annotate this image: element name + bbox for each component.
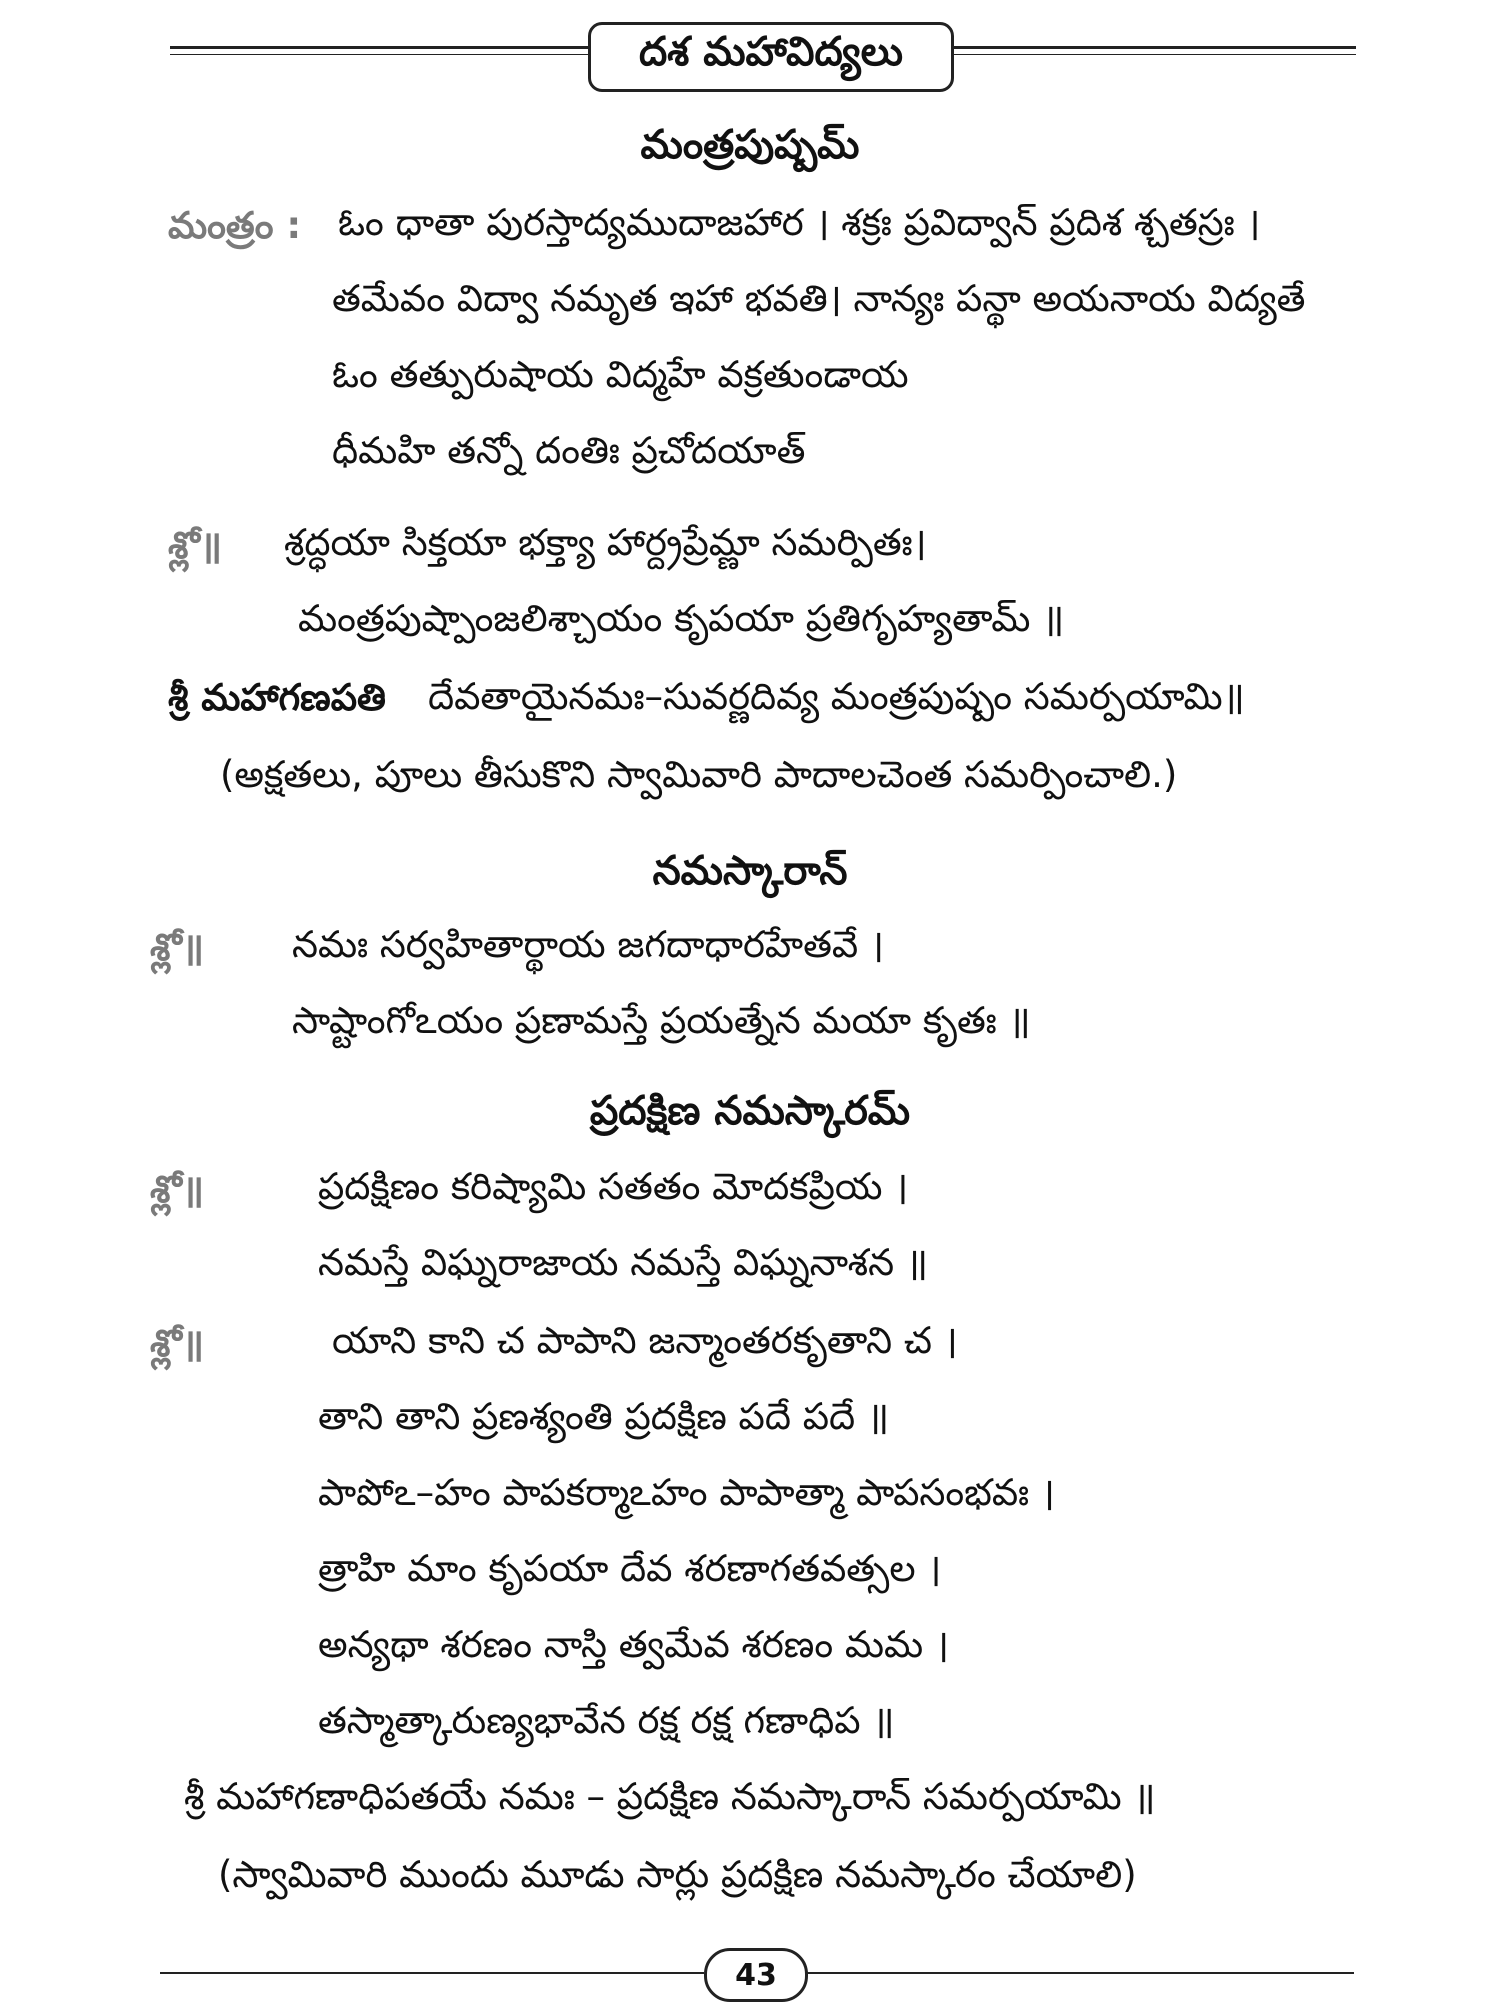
pradakshina-offering: శ్రీ మహాగణాధిపతయే నమః – ప్రదక్షిణ నమస్కారాన్ సమర్పయామి ॥ bbox=[184, 1775, 1156, 1818]
offering-prefix: శ్రీ మహాగణపతి bbox=[168, 676, 386, 719]
header-rule-left-thin bbox=[170, 54, 588, 55]
header-rule-left bbox=[170, 46, 588, 49]
shloka-label-3: శ్లో॥ bbox=[150, 1168, 205, 1211]
footer-rule-right bbox=[802, 1972, 1354, 1974]
pradakshina-shloka-2-line-3: పాపోఽ–హం పాపకర్మాఽహం పాపాత్మా పాపసంభవః । bbox=[318, 1471, 1055, 1514]
mantra-line-3: ఓం తత్పురుషాయ విద్మహే వక్రతుండాయ bbox=[332, 353, 909, 396]
shloka-1-line-1: శ్రద్ధయా సిక్తయా భక్త్యా హార్ద్రప్రేమ్ణా సమర్పితః। bbox=[284, 521, 927, 564]
page-number: 43 bbox=[735, 1957, 777, 1993]
namaskaran-line-1: నమః సర్వహితార్థాయ జగదాధారహేతవే । bbox=[292, 923, 884, 966]
header-rule-right-thin bbox=[948, 54, 1356, 55]
offering-rest: దేవతాయైనమః–సువర్ణదివ్య మంత్రపుష్పం సమర్పయామి॥ bbox=[428, 675, 1245, 718]
pradakshina-shloka-2-line-1: యాని కాని చ పాపాని జన్మాంతరకృతాని చ । bbox=[332, 1319, 958, 1362]
pradakshina-shloka-2-line-2: తాని తాని ప్రణశ్యంతి ప్రదక్షిణ పదే పదే ॥ bbox=[318, 1395, 890, 1438]
note-1: (అక్షతలు, పూలు తీసుకొని స్వామివారి పాదాలచెంత సమర్పించాలి.) bbox=[220, 753, 1178, 796]
pradakshina-shloka-1-line-2: నమస్తే విఘ్నరాజాయ నమస్తే విఘ్ననాశన ॥ bbox=[318, 1241, 928, 1284]
namaskaran-line-2: సాష్టాంగోఽయం ప్రణామస్తే ప్రయత్నేన మయా కృతః ॥ bbox=[292, 999, 1031, 1042]
mantra-line-1: ఓం ధాతా పురస్తాద్యముదాజహార । శక్రః ప్రవిద్వాన్ ప్రదిశ శ్చతస్రః । bbox=[338, 201, 1261, 244]
header-title: దశ మహావిద్యలు bbox=[639, 29, 903, 75]
header-rule-right bbox=[948, 46, 1356, 49]
shloka-label-2: శ్లో॥ bbox=[150, 926, 205, 969]
mantra-line-2: తమేవం విద్వా నమృత ఇహా భవతి। నాన్యః పన్థా అయనాయ విద్యతే bbox=[332, 277, 1306, 320]
mantra-line-4: ధీమహి తన్నో దంతిః ప్రచోదయాత్ bbox=[332, 429, 806, 472]
footer-rule-left bbox=[160, 1972, 704, 1974]
page-number-box bbox=[704, 1948, 808, 2002]
shloka-label-1: శ్లో॥ bbox=[168, 524, 223, 567]
note-2: (స్వామివారి ముందు మూడు సార్లు ప్రదక్షిణ నమస్కారం చేయాలి) bbox=[218, 1853, 1137, 1896]
mantram-label: మంత్రం : bbox=[168, 204, 302, 247]
heading-mantrapushpam: మంత్రపుష్పమ్ bbox=[640, 122, 860, 168]
pradakshina-shloka-2-line-6: తస్మాత్కారుణ్యభావేన రక్ష రక్ష గణాధిప ॥ bbox=[318, 1699, 895, 1742]
header-title-box bbox=[588, 22, 954, 92]
pradakshina-shloka-2-line-4: త్రాహి మాం కృపయా దేవ శరణాగతవత్సల । bbox=[318, 1547, 942, 1590]
pradakshina-shloka-2-line-5: అన్యథా శరణం నాస్తి త్వమేవ శరణం మమ । bbox=[318, 1623, 949, 1666]
pradakshina-shloka-1-line-1: ప్రదక్షిణం కరిష్యామి సతతం మోదకప్రియ । bbox=[318, 1165, 909, 1208]
shloka-1-line-2: మంత్రపుష్పాంజలిశ్చాయం కృపయా ప్రతిగృహ్యతామ్ ॥ bbox=[298, 597, 1065, 640]
heading-pradakshina: ప్రదక్షిణ నమస్కారమ్ bbox=[589, 1088, 911, 1134]
heading-namaskaran: నమస్కారాన్ bbox=[652, 848, 848, 894]
shloka-label-4: శ్లో॥ bbox=[150, 1322, 205, 1365]
